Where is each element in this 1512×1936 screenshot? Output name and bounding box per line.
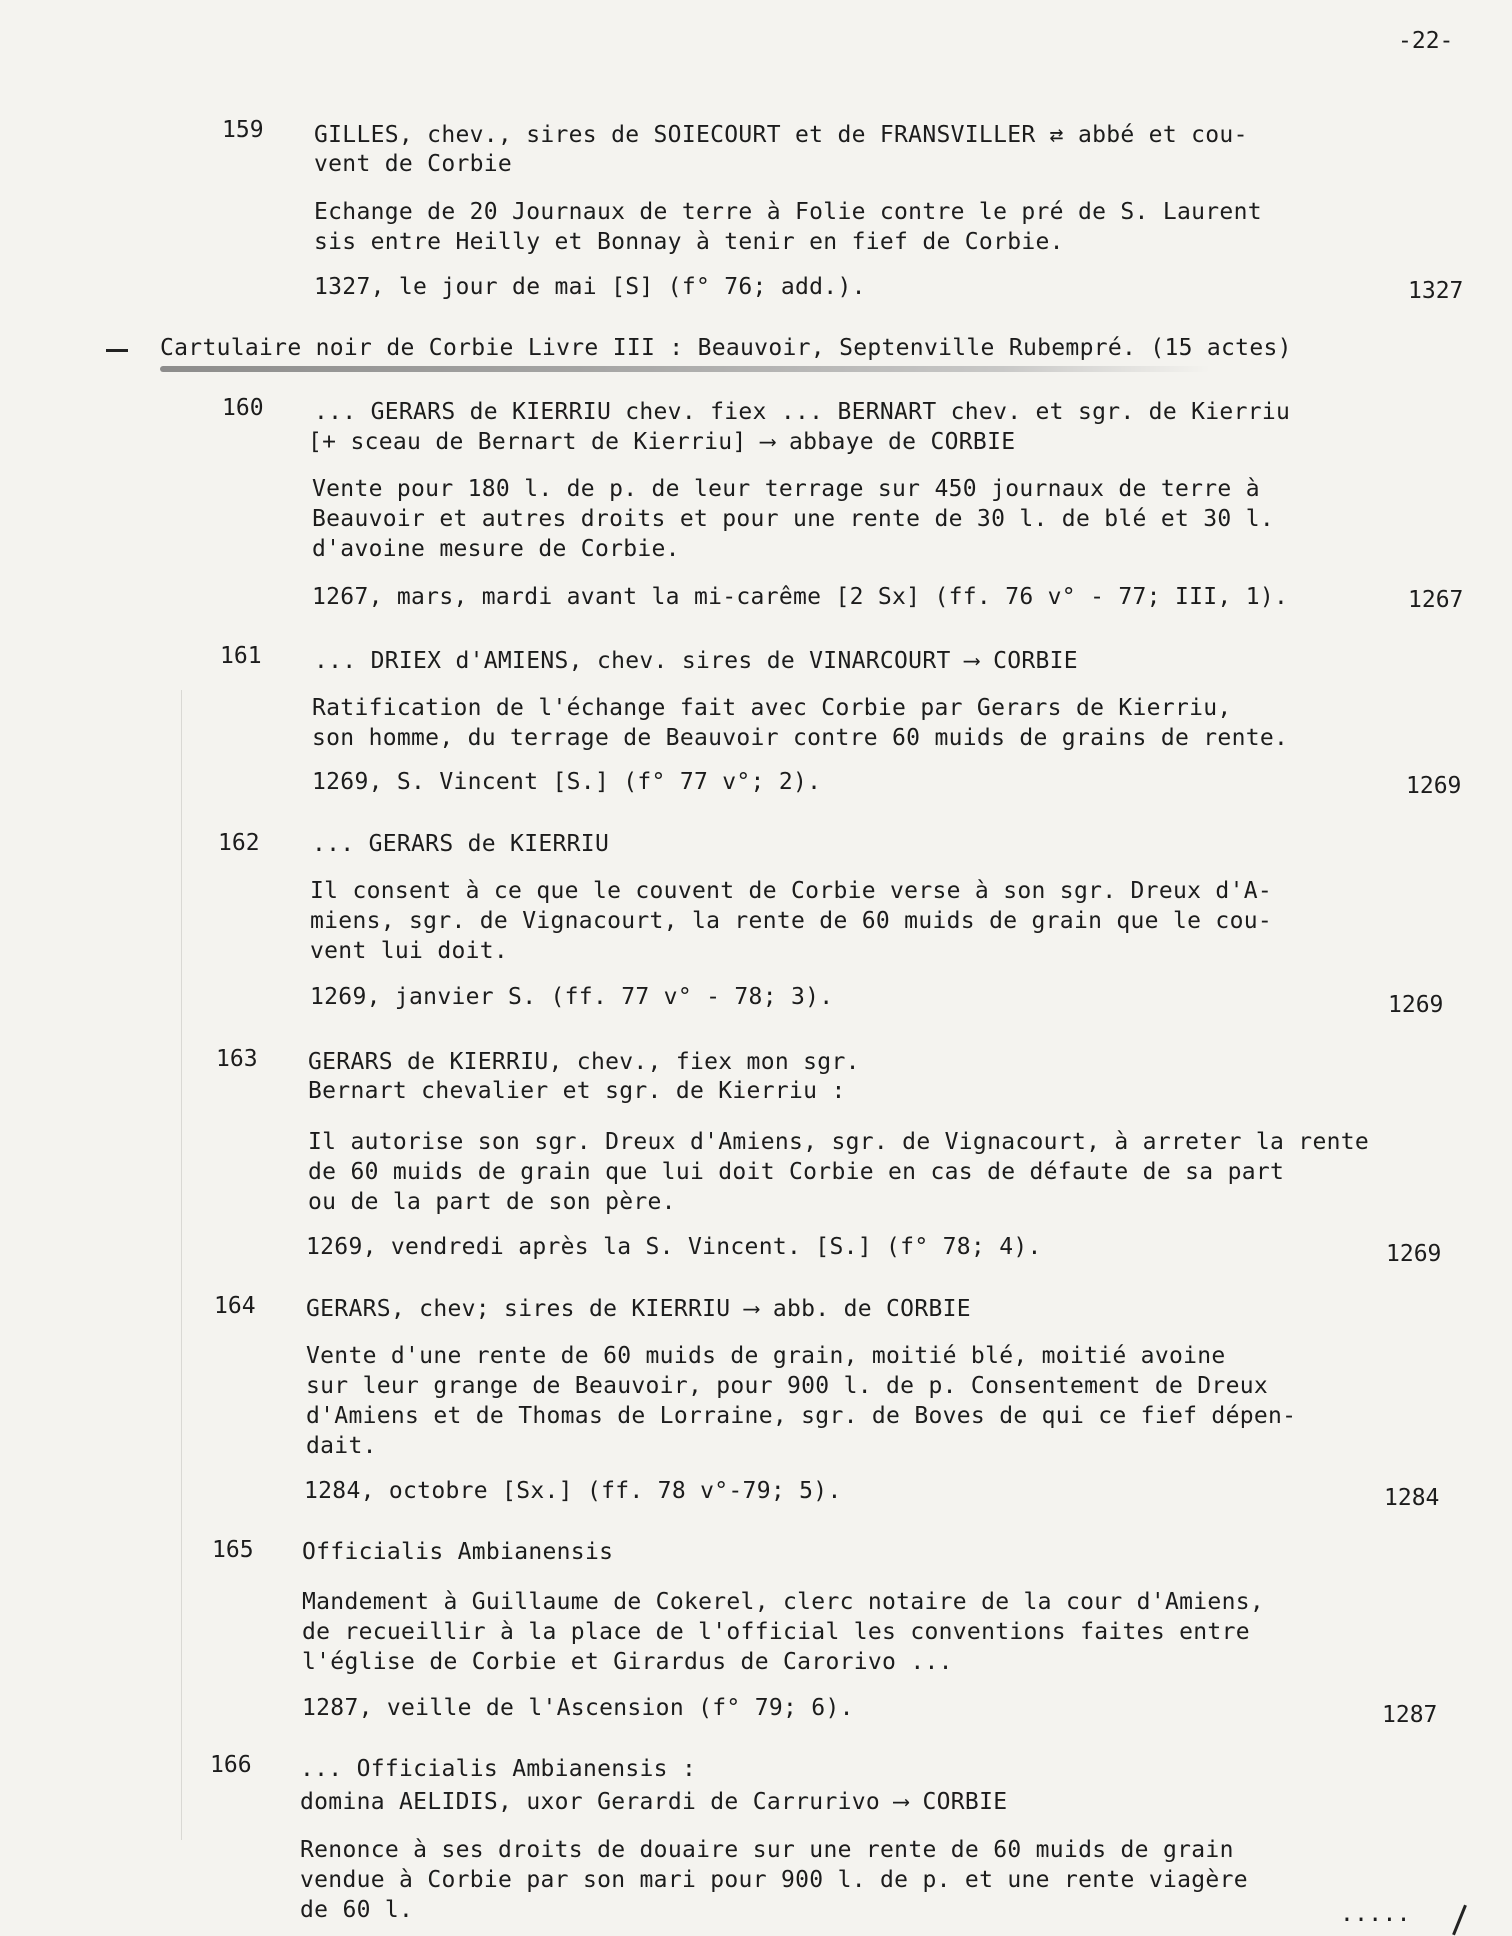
- entry-year: 1267: [1408, 587, 1464, 613]
- entry-year: 1269: [1386, 1241, 1442, 1267]
- entry-parties-line: ... DRIEX d'AMIENS, chev. sires de VINARCOURT ⟶ CORBIE: [314, 648, 1078, 674]
- entry-summary-line: son homme, du terrage de Beauvoir contre 60 muids de grains de rente.: [312, 725, 1289, 751]
- entry-number: 161: [220, 643, 262, 669]
- entry-summary-line: Il consent à ce que le couvent de Corbie verse à son sgr. Dreux d'A-: [310, 878, 1273, 904]
- entry-year: 1269: [1388, 992, 1444, 1018]
- entry-summary-line: de recueillir à la place de l'official les conventions faites entre: [302, 1619, 1250, 1645]
- entry-summary-line: vent lui doit.: [310, 938, 509, 964]
- entry-parties-line: GILLES, chev., sires de SOIECOURT et de FRANSVILLER ⇄ abbé et cou-: [314, 122, 1248, 148]
- page-number: -22-: [1398, 28, 1454, 54]
- continuation-mark: .....: [1340, 1901, 1411, 1927]
- entry-number: 159: [222, 117, 264, 143]
- entry-parties-line: domina AELIDIS, uxor Gerardi de Carrurivo ⟶ CORBIE: [300, 1789, 1008, 1815]
- entry-parties-line: GERARS de KIERRIU, chev., fiex mon sgr.: [308, 1049, 860, 1075]
- entry-parties-line: ... GERARS de KIERRIU: [312, 831, 610, 857]
- entry-summary-line: Ratification de l'échange fait avec Corbie par Gerars de Kierriu,: [312, 695, 1232, 721]
- entry-parties-line: Bernart chevalier et sgr. de Kierriu :: [308, 1078, 846, 1104]
- entry-date-reference: 1267, mars, mardi avant la mi-carême [2 Sx] (ff. 76 v° - 77; III, 1).: [312, 584, 1289, 610]
- entry-number: 162: [218, 830, 260, 856]
- entry-year: 1269: [1406, 773, 1462, 799]
- entry-summary-line: de 60 muids de grain que lui doit Corbie en cas de défaute de sa part: [308, 1159, 1285, 1185]
- entry-number: 160: [222, 395, 264, 421]
- entry-summary-line: Il autorise son sgr. Dreux d'Amiens, sgr. de Vignacourt, à arreter la rente: [308, 1129, 1370, 1155]
- section-dash: [106, 349, 128, 352]
- entry-summary-line: Mandement à Guillaume de Cokerel, clerc notaire de la cour d'Amiens,: [302, 1589, 1265, 1615]
- entry-parties-line: GERARS, chev; sires de KIERRIU ⟶ abb. de CORBIE: [306, 1296, 971, 1322]
- entry-summary-line: dait.: [306, 1433, 377, 1459]
- entry-number: 163: [216, 1046, 258, 1072]
- entry-parties-line: ... GERARS de KIERRIU chev. fiex ... BERNART chev. et sgr. de Kierriu: [314, 399, 1291, 425]
- entry-summary-line: d'avoine mesure de Corbie.: [312, 536, 680, 562]
- entry-number: 164: [214, 1293, 256, 1319]
- entry-number: 166: [210, 1752, 252, 1778]
- entry-parties-line: Officialis Ambianensis: [302, 1539, 614, 1565]
- entry-summary-line: miens, sgr. de Vignacourt, la rente de 60 muids de grain que le cou-: [310, 908, 1273, 934]
- slash-mark: [1452, 1905, 1467, 1936]
- entry-summary-line: Echange de 20 Journaux de terre à Folie contre le pré de S. Laurent: [314, 199, 1262, 225]
- entry-summary-line: Beauvoir et autres droits et pour une rente de 30 l. de blé et 30 l.: [312, 506, 1275, 532]
- entry-summary-line: Vente d'une rente de 60 muids de grain, moitié blé, moitié avoine: [306, 1343, 1226, 1369]
- section-underline: [160, 366, 1210, 372]
- entry-summary-line: Vente pour 180 l. de p. de leur terrage sur 450 journaux de terre à: [312, 476, 1260, 502]
- entry-year: 1327: [1408, 278, 1464, 304]
- entry-parties-line: vent de Corbie: [314, 151, 513, 177]
- entry-summary-line: d'Amiens et de Thomas de Lorraine, sgr. de Boves de qui ce fief dépen-: [306, 1403, 1297, 1429]
- entry-date-reference: 1327, le jour de mai [S] (f° 76; add.).: [314, 274, 866, 300]
- entry-parties-line: ... Officialis Ambianensis :: [300, 1756, 697, 1782]
- entry-parties-line: [+ sceau de Bernart de Kierriu] ⟶ abbaye de CORBIE: [308, 429, 1016, 455]
- entry-summary-line: vendue à Corbie par son mari pour 900 l. de p. et une rente viagère: [300, 1867, 1248, 1893]
- entry-summary-line: Renonce à ses droits de douaire sur une rente de 60 muids de grain: [300, 1837, 1234, 1863]
- entry-summary-line: sis entre Heilly et Bonnay à tenir en fief de Corbie.: [314, 229, 1064, 255]
- section-header: Cartulaire noir de Corbie Livre III : Beauvoir, Septenville Rubempré. (15 actes): [160, 335, 1292, 361]
- margin-line: [181, 690, 182, 1840]
- entry-summary-line: de 60 l.: [300, 1897, 414, 1923]
- entry-summary-line: l'église de Corbie et Girardus de Carorivo ...: [302, 1649, 953, 1675]
- entry-summary-line: sur leur grange de Beauvoir, pour 900 l. de p. Consentement de Dreux: [306, 1373, 1269, 1399]
- entry-year: 1287: [1382, 1702, 1438, 1728]
- entry-number: 165: [212, 1537, 254, 1563]
- entry-date-reference: 1269, janvier S. (ff. 77 v° - 78; 3).: [310, 984, 834, 1010]
- entry-year: 1284: [1384, 1485, 1440, 1511]
- entry-summary-line: ou de la part de son père.: [308, 1189, 676, 1215]
- entry-date-reference: 1269, vendredi après la S. Vincent. [S.] (f° 78; 4).: [306, 1234, 1042, 1260]
- entry-date-reference: 1269, S. Vincent [S.] (f° 77 v°; 2).: [312, 769, 822, 795]
- entry-date-reference: 1284, octobre [Sx.] (ff. 78 v°-79; 5).: [304, 1478, 842, 1504]
- entry-date-reference: 1287, veille de l'Ascension (f° 79; 6).: [302, 1695, 854, 1721]
